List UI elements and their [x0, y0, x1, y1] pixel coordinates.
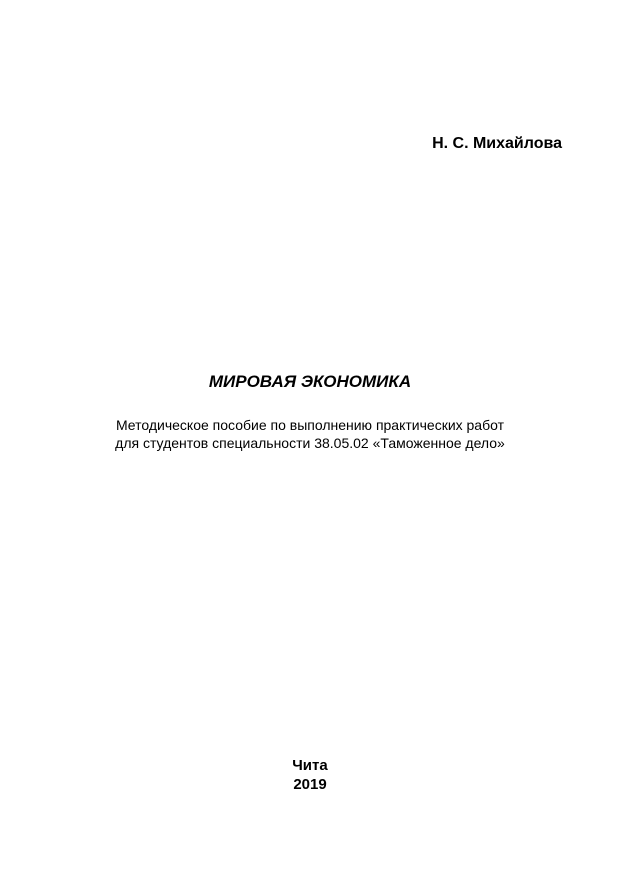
subtitle-line-1: Методическое пособие по выполнению практических работ — [115, 417, 505, 433]
document-title: МИРОВАЯ ЭКОНОМИКА — [208, 372, 412, 391]
imprint-city: Чита — [292, 757, 328, 774]
imprint-year: 2019 — [293, 776, 327, 793]
document-subtitle — [0, 416, 620, 452]
author-name: Н. С. Михайлова — [432, 135, 562, 152]
imprint — [0, 756, 620, 794]
subtitle-line-2: для студентов специальности 38.05.02 «Таможенное дело» — [115, 435, 505, 451]
